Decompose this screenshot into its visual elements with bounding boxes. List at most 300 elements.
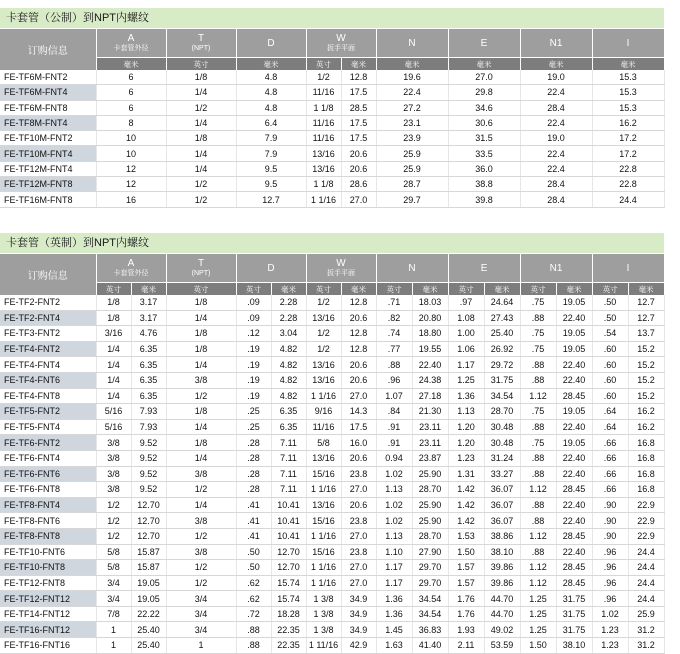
header-d: D: [236, 254, 306, 283]
table-row: [0, 560, 664, 576]
header-w: W 扳手平面: [306, 254, 376, 283]
cell-w-in: 1/2: [306, 295, 341, 310]
cell-i-in: .66: [592, 466, 628, 482]
cell-d-in: .28: [236, 466, 271, 482]
cell-i-mm: 25.9: [628, 606, 664, 622]
cell-n-mm: 27.90: [412, 544, 448, 560]
order-code: FE-TF3-FNT2: [0, 326, 96, 342]
cell-e: 34.6: [448, 100, 520, 115]
cell-d-in: .19: [236, 388, 271, 404]
cell-i-in: .90: [592, 497, 628, 513]
cell-w-in: 13/16: [306, 310, 341, 326]
cell-i: 24.4: [592, 192, 664, 207]
cell-n1: 28.4: [520, 100, 592, 115]
cell-w-mm: 17.5: [341, 419, 376, 435]
cell-i-mm: 24.4: [628, 560, 664, 576]
cell-e-in: 1.08: [448, 310, 484, 326]
unit-label: 毫米: [556, 283, 592, 296]
cell-n1-mm: 28.45: [556, 528, 592, 544]
cell-n-in: .91: [376, 435, 412, 451]
cell-e-mm: 24.64: [484, 295, 520, 310]
cell-e-in: 1.20: [448, 419, 484, 435]
cell-w-in: 13/16: [306, 450, 341, 466]
cell-n-in: .77: [376, 341, 412, 357]
table-row: [0, 575, 664, 591]
order-code: FE-TF2-FNT2: [0, 295, 96, 310]
cell-a-in: 5/16: [96, 404, 131, 420]
cell-e-in: 1.36: [448, 388, 484, 404]
cell-n1-in: .75: [520, 341, 556, 357]
cell-n-in: .74: [376, 326, 412, 342]
cell-t: 3/8: [166, 466, 236, 482]
cell-d-mm: 4.82: [271, 372, 306, 388]
header-w: W 扳手平面: [306, 29, 376, 58]
cell-w-in: 1 3/8: [306, 606, 341, 622]
cell-n1-in: .88: [520, 310, 556, 326]
cell-w-mm: 23.8: [341, 544, 376, 560]
cell-i-in: .96: [592, 591, 628, 607]
cell-a-mm: 6.35: [131, 357, 166, 373]
cell-n1: 28.4: [520, 192, 592, 207]
unit-label: 毫米: [592, 58, 664, 71]
cell-i-in: .54: [592, 326, 628, 342]
cell-w-in: 11/16: [306, 85, 341, 100]
cell-d-mm: 6.35: [271, 404, 306, 420]
cell-n-in: 1.36: [376, 606, 412, 622]
cell-a-in: 1/8: [96, 295, 131, 310]
cell-n1-mm: 22.40: [556, 466, 592, 482]
cell-w-in: 13/16: [306, 372, 341, 388]
cell-e-mm: 36.07: [484, 482, 520, 498]
order-code: FE-TF14-FNT12: [0, 606, 96, 622]
cell-t: 1/2: [166, 192, 236, 207]
cell-e-in: 1.06: [448, 341, 484, 357]
cell-e-in: 1.57: [448, 575, 484, 591]
cell-n-mm: 29.70: [412, 560, 448, 576]
cell-n-in: .71: [376, 295, 412, 310]
cell-e: 30.6: [448, 115, 520, 130]
cell-e-mm: 31.75: [484, 372, 520, 388]
cell-e-mm: 44.70: [484, 606, 520, 622]
table-row: [0, 131, 664, 146]
cell-n: 25.9: [376, 161, 448, 176]
cell-a-in: 3/4: [96, 591, 131, 607]
cell-i-mm: 15.2: [628, 388, 664, 404]
cell-e: 33.5: [448, 146, 520, 161]
cell-n-in: 0.94: [376, 450, 412, 466]
header-n: N: [376, 254, 448, 283]
cell-d-in: .62: [236, 591, 271, 607]
table-row: [0, 146, 664, 161]
cell-w-mm: 20.6: [341, 310, 376, 326]
cell-i: 15.3: [592, 70, 664, 85]
metric-section-title: 卡套管（公制）到NPT内螺纹: [0, 8, 664, 28]
cell-i-mm: 15.2: [628, 341, 664, 357]
cell-n: 28.7: [376, 177, 448, 192]
cell-w-mm: 34.9: [341, 591, 376, 607]
table-row: [0, 295, 664, 310]
cell-d-mm: 2.28: [271, 310, 306, 326]
cell-n1-in: .88: [520, 497, 556, 513]
cell-n-mm: 25.90: [412, 466, 448, 482]
cell-n1-mm: 22.40: [556, 310, 592, 326]
table-row: [0, 638, 664, 654]
cell-n1-mm: 22.40: [556, 544, 592, 560]
header-i: I: [592, 254, 664, 283]
cell-a-mm: 3.17: [131, 295, 166, 310]
cell-a-mm: 15.87: [131, 560, 166, 576]
cell-d-mm: 4.82: [271, 341, 306, 357]
table-row: [0, 357, 664, 373]
cell-n1-mm: 31.75: [556, 591, 592, 607]
cell-n-mm: 41.40: [412, 638, 448, 654]
cell-w-mm: 20.6: [341, 161, 376, 176]
cell-n1-in: 1.12: [520, 575, 556, 591]
cell-t: 3/8: [166, 372, 236, 388]
cell-n1-mm: 19.05: [556, 295, 592, 310]
cell-e-in: .97: [448, 295, 484, 310]
cell-n-mm: 34.54: [412, 606, 448, 622]
cell-i-mm: 22.9: [628, 513, 664, 529]
cell-d-in: .88: [236, 622, 271, 638]
table-row: [0, 482, 664, 498]
cell-e-in: 1.76: [448, 606, 484, 622]
cell-e-mm: 25.40: [484, 326, 520, 342]
cell-a-mm: 12.70: [131, 497, 166, 513]
cell-d-mm: 4.82: [271, 388, 306, 404]
cell-d-in: .25: [236, 419, 271, 435]
cell-d-in: .28: [236, 435, 271, 451]
cell-a: 12: [96, 161, 166, 176]
unit-label: 英寸: [96, 283, 131, 296]
cell-t: 1/2: [166, 575, 236, 591]
cell-e-in: 1.42: [448, 482, 484, 498]
cell-e-mm: 38.86: [484, 528, 520, 544]
cell-d: 4.8: [236, 100, 306, 115]
cell-a-mm: 9.52: [131, 466, 166, 482]
cell-i-in: .66: [592, 450, 628, 466]
cell-d-mm: 10.41: [271, 497, 306, 513]
cell-w-mm: 28.6: [341, 177, 376, 192]
header-a: A 卡套管外径: [96, 254, 166, 283]
cell-w-in: 1 1/8: [306, 100, 341, 115]
cell-i-in: .66: [592, 435, 628, 451]
cell-i-in: .60: [592, 357, 628, 373]
cell-i-in: .64: [592, 404, 628, 420]
cell-i-mm: 16.8: [628, 482, 664, 498]
cell-n-in: 1.02: [376, 497, 412, 513]
table-row: [0, 544, 664, 560]
order-code: FE-TF6-FNT8: [0, 482, 96, 498]
cell-t: 1/2: [166, 528, 236, 544]
cell-i-in: .60: [592, 388, 628, 404]
cell-n-mm: 18.03: [412, 295, 448, 310]
cell-i-in: .60: [592, 372, 628, 388]
cell-e-mm: 36.07: [484, 513, 520, 529]
cell-a-mm: 19.05: [131, 591, 166, 607]
cell-d-mm: 15.74: [271, 591, 306, 607]
unit-label: 英寸: [236, 283, 271, 296]
table-row: [0, 100, 664, 115]
cell-e-mm: 39.86: [484, 575, 520, 591]
table-row: [0, 192, 664, 207]
unit-label: 英寸: [306, 58, 341, 71]
cell-t: 1/4: [166, 115, 236, 130]
cell-t: 3/4: [166, 606, 236, 622]
cell-n-in: 1.10: [376, 544, 412, 560]
cell-d-mm: 22.35: [271, 622, 306, 638]
cell-a-in: 1/2: [96, 497, 131, 513]
cell-d-in: .09: [236, 310, 271, 326]
cell-a-mm: 7.93: [131, 404, 166, 420]
cell-n1-in: 1.12: [520, 388, 556, 404]
order-code: FE-TF8-FNT6: [0, 513, 96, 529]
unit-label: 英寸: [306, 283, 341, 296]
table-row: [0, 419, 664, 435]
cell-n1: 22.4: [520, 85, 592, 100]
table-row: [0, 85, 664, 100]
cell-a-mm: 12.70: [131, 528, 166, 544]
cell-e-in: 1.25: [448, 372, 484, 388]
cell-w-in: 1 1/16: [306, 388, 341, 404]
cell-e-mm: 36.07: [484, 497, 520, 513]
cell-w-in: 1 1/16: [306, 528, 341, 544]
table-row: [0, 372, 664, 388]
cell-a: 6: [96, 70, 166, 85]
cell-n: 29.7: [376, 192, 448, 207]
cell-n1-in: .75: [520, 326, 556, 342]
cell-w-in: 1 3/8: [306, 591, 341, 607]
cell-e: 31.5: [448, 131, 520, 146]
cell-t: 1/8: [166, 70, 236, 85]
cell-d: 7.9: [236, 131, 306, 146]
metric-spec-table: [0, 29, 665, 208]
cell-n1-mm: 38.10: [556, 638, 592, 654]
cell-t: 1/8: [166, 326, 236, 342]
unit-label: 毫米: [376, 58, 448, 71]
cell-n-in: 1.63: [376, 638, 412, 654]
cell-a-mm: 19.05: [131, 575, 166, 591]
cell-n1-mm: 22.40: [556, 497, 592, 513]
order-code: FE-TF16-FNT16: [0, 638, 96, 654]
cell-a-mm: 9.52: [131, 450, 166, 466]
cell-i: 22.8: [592, 177, 664, 192]
cell-n1-mm: 28.45: [556, 388, 592, 404]
cell-w-mm: 20.6: [341, 146, 376, 161]
cell-i-in: 1.23: [592, 638, 628, 654]
unit-label: 英寸: [166, 58, 236, 71]
cell-d-in: .62: [236, 575, 271, 591]
cell-n1-mm: 28.45: [556, 560, 592, 576]
cell-a: 12: [96, 177, 166, 192]
imperial-section-title: 卡套管（英制）到NPT内螺纹: [0, 233, 664, 253]
cell-i-mm: 22.9: [628, 497, 664, 513]
order-code: FE-TF12M-FNT8: [0, 177, 96, 192]
order-code: FE-TF2-FNT4: [0, 310, 96, 326]
cell-i-mm: 15.2: [628, 372, 664, 388]
cell-n1-in: 1.25: [520, 606, 556, 622]
cell-d-in: .12: [236, 326, 271, 342]
cell-e-mm: 29.72: [484, 357, 520, 373]
cell-w-mm: 20.6: [341, 450, 376, 466]
cell-e-mm: 44.70: [484, 591, 520, 607]
order-code: FE-TF10-FNT6: [0, 544, 96, 560]
cell-a: 10: [96, 146, 166, 161]
imperial-spec-table: [0, 254, 665, 654]
cell-t: 1/2: [166, 100, 236, 115]
cell-e-in: 1.00: [448, 326, 484, 342]
cell-w-mm: 17.5: [341, 131, 376, 146]
cell-d-mm: 15.74: [271, 575, 306, 591]
order-code: FE-TF4-FNT8: [0, 388, 96, 404]
cell-t: 3/8: [166, 513, 236, 529]
cell-w-mm: 12.8: [341, 295, 376, 310]
cell-a-in: 7/8: [96, 606, 131, 622]
cell-n1-in: 1.12: [520, 528, 556, 544]
cell-e-in: 1.53: [448, 528, 484, 544]
table-row: [0, 341, 664, 357]
cell-i-mm: 16.8: [628, 450, 664, 466]
table-row: [0, 450, 664, 466]
cell-w-in: 13/16: [306, 161, 341, 176]
cell-n1-mm: 19.05: [556, 341, 592, 357]
cell-n: 27.2: [376, 100, 448, 115]
cell-w-mm: 34.9: [341, 606, 376, 622]
cell-i-mm: 24.4: [628, 591, 664, 607]
table-row: [0, 161, 664, 176]
header-order-info: 订购信息: [0, 254, 96, 295]
cell-i-mm: 16.2: [628, 419, 664, 435]
cell-e-in: 1.42: [448, 513, 484, 529]
cell-e-in: 1.20: [448, 435, 484, 451]
cell-a-mm: 9.52: [131, 482, 166, 498]
cell-w-mm: 20.6: [341, 357, 376, 373]
cell-d-in: .41: [236, 528, 271, 544]
cell-n1: 22.4: [520, 115, 592, 130]
cell-e-mm: 27.43: [484, 310, 520, 326]
cell-a-in: 3/4: [96, 575, 131, 591]
unit-label: 英寸: [592, 283, 628, 296]
cell-w-mm: 28.5: [341, 100, 376, 115]
order-code: FE-TF6M-FNT2: [0, 70, 96, 85]
order-code: FE-TF4-FNT2: [0, 341, 96, 357]
cell-n1: 19.0: [520, 131, 592, 146]
order-code: FE-TF10-FNT8: [0, 560, 96, 576]
cell-n1-mm: 19.05: [556, 435, 592, 451]
cell-i-in: .64: [592, 419, 628, 435]
cell-n-in: .96: [376, 372, 412, 388]
order-code: FE-TF6-FNT4: [0, 450, 96, 466]
cell-n1-in: 1.12: [520, 482, 556, 498]
header-order-info: 订购信息: [0, 29, 96, 70]
cell-d-mm: 3.04: [271, 326, 306, 342]
order-code: FE-TF8-FNT4: [0, 497, 96, 513]
cell-n: 23.9: [376, 131, 448, 146]
table-row: [0, 622, 664, 638]
unit-label: 英寸: [448, 283, 484, 296]
cell-a-in: 3/8: [96, 482, 131, 498]
order-code: FE-TF5-FNT4: [0, 419, 96, 435]
table-row: [0, 528, 664, 544]
cell-w-mm: 27.0: [341, 388, 376, 404]
cell-n1-in: .75: [520, 404, 556, 420]
cell-e: 39.8: [448, 192, 520, 207]
cell-d-mm: 10.41: [271, 528, 306, 544]
cell-n-in: .82: [376, 310, 412, 326]
cell-w-in: 15/16: [306, 544, 341, 560]
cell-w-in: 1 1/8: [306, 177, 341, 192]
cell-n1-mm: 22.40: [556, 513, 592, 529]
cell-w-mm: 42.9: [341, 638, 376, 654]
cell-t: 1/2: [166, 388, 236, 404]
unit-label: 毫米: [341, 283, 376, 296]
cell-i-mm: 24.4: [628, 544, 664, 560]
cell-n-mm: 21.30: [412, 404, 448, 420]
cell-w-in: 13/16: [306, 357, 341, 373]
cell-n-in: 1.07: [376, 388, 412, 404]
cell-n: 19.6: [376, 70, 448, 85]
cell-n-mm: 22.40: [412, 357, 448, 373]
cell-a-mm: 25.40: [131, 622, 166, 638]
cell-w-mm: 27.0: [341, 192, 376, 207]
cell-t: 1/4: [166, 357, 236, 373]
header-n1: N1: [520, 29, 592, 58]
cell-t: 1/4: [166, 85, 236, 100]
cell-e-in: 1.50: [448, 544, 484, 560]
cell-n: 22.4: [376, 85, 448, 100]
order-code: FE-TF4-FNT6: [0, 372, 96, 388]
cell-n-mm: 36.83: [412, 622, 448, 638]
cell-n1: 22.4: [520, 146, 592, 161]
order-code: FE-TF6-FNT2: [0, 435, 96, 451]
cell-i-mm: 22.9: [628, 528, 664, 544]
cell-e-mm: 33.27: [484, 466, 520, 482]
cell-n-in: .88: [376, 357, 412, 373]
cell-i: 22.8: [592, 161, 664, 176]
cell-w-in: 1 1/16: [306, 575, 341, 591]
cell-n-in: 1.17: [376, 560, 412, 576]
order-code: FE-TF8-FNT8: [0, 528, 96, 544]
cell-n-mm: 19.55: [412, 341, 448, 357]
order-code: FE-TF6M-FNT4: [0, 85, 96, 100]
header-a: A 卡套管外径: [96, 29, 166, 58]
cell-n1: 28.4: [520, 177, 592, 192]
cell-t: 1/2: [166, 482, 236, 498]
cell-n1-in: .88: [520, 419, 556, 435]
order-code: FE-TF6-FNT6: [0, 466, 96, 482]
cell-d: 9.5: [236, 161, 306, 176]
cell-e: 38.8: [448, 177, 520, 192]
cell-w-in: 15/16: [306, 466, 341, 482]
cell-n1-in: .88: [520, 466, 556, 482]
cell-d-mm: 22.35: [271, 638, 306, 654]
cell-n-mm: 23.87: [412, 450, 448, 466]
cell-w-in: 11/16: [306, 419, 341, 435]
cell-a-mm: 15.87: [131, 544, 166, 560]
cell-n-in: 1.02: [376, 513, 412, 529]
cell-n1-in: .75: [520, 295, 556, 310]
table-row: [0, 591, 664, 607]
cell-e-in: 1.76: [448, 591, 484, 607]
cell-d-mm: 7.11: [271, 435, 306, 451]
cell-n-mm: 23.11: [412, 419, 448, 435]
cell-e-mm: 38.10: [484, 544, 520, 560]
cell-n-in: 1.17: [376, 575, 412, 591]
cell-e-in: 1.57: [448, 560, 484, 576]
cell-a-in: 1/4: [96, 341, 131, 357]
cell-t: 3/8: [166, 544, 236, 560]
unit-label: 毫米: [484, 283, 520, 296]
